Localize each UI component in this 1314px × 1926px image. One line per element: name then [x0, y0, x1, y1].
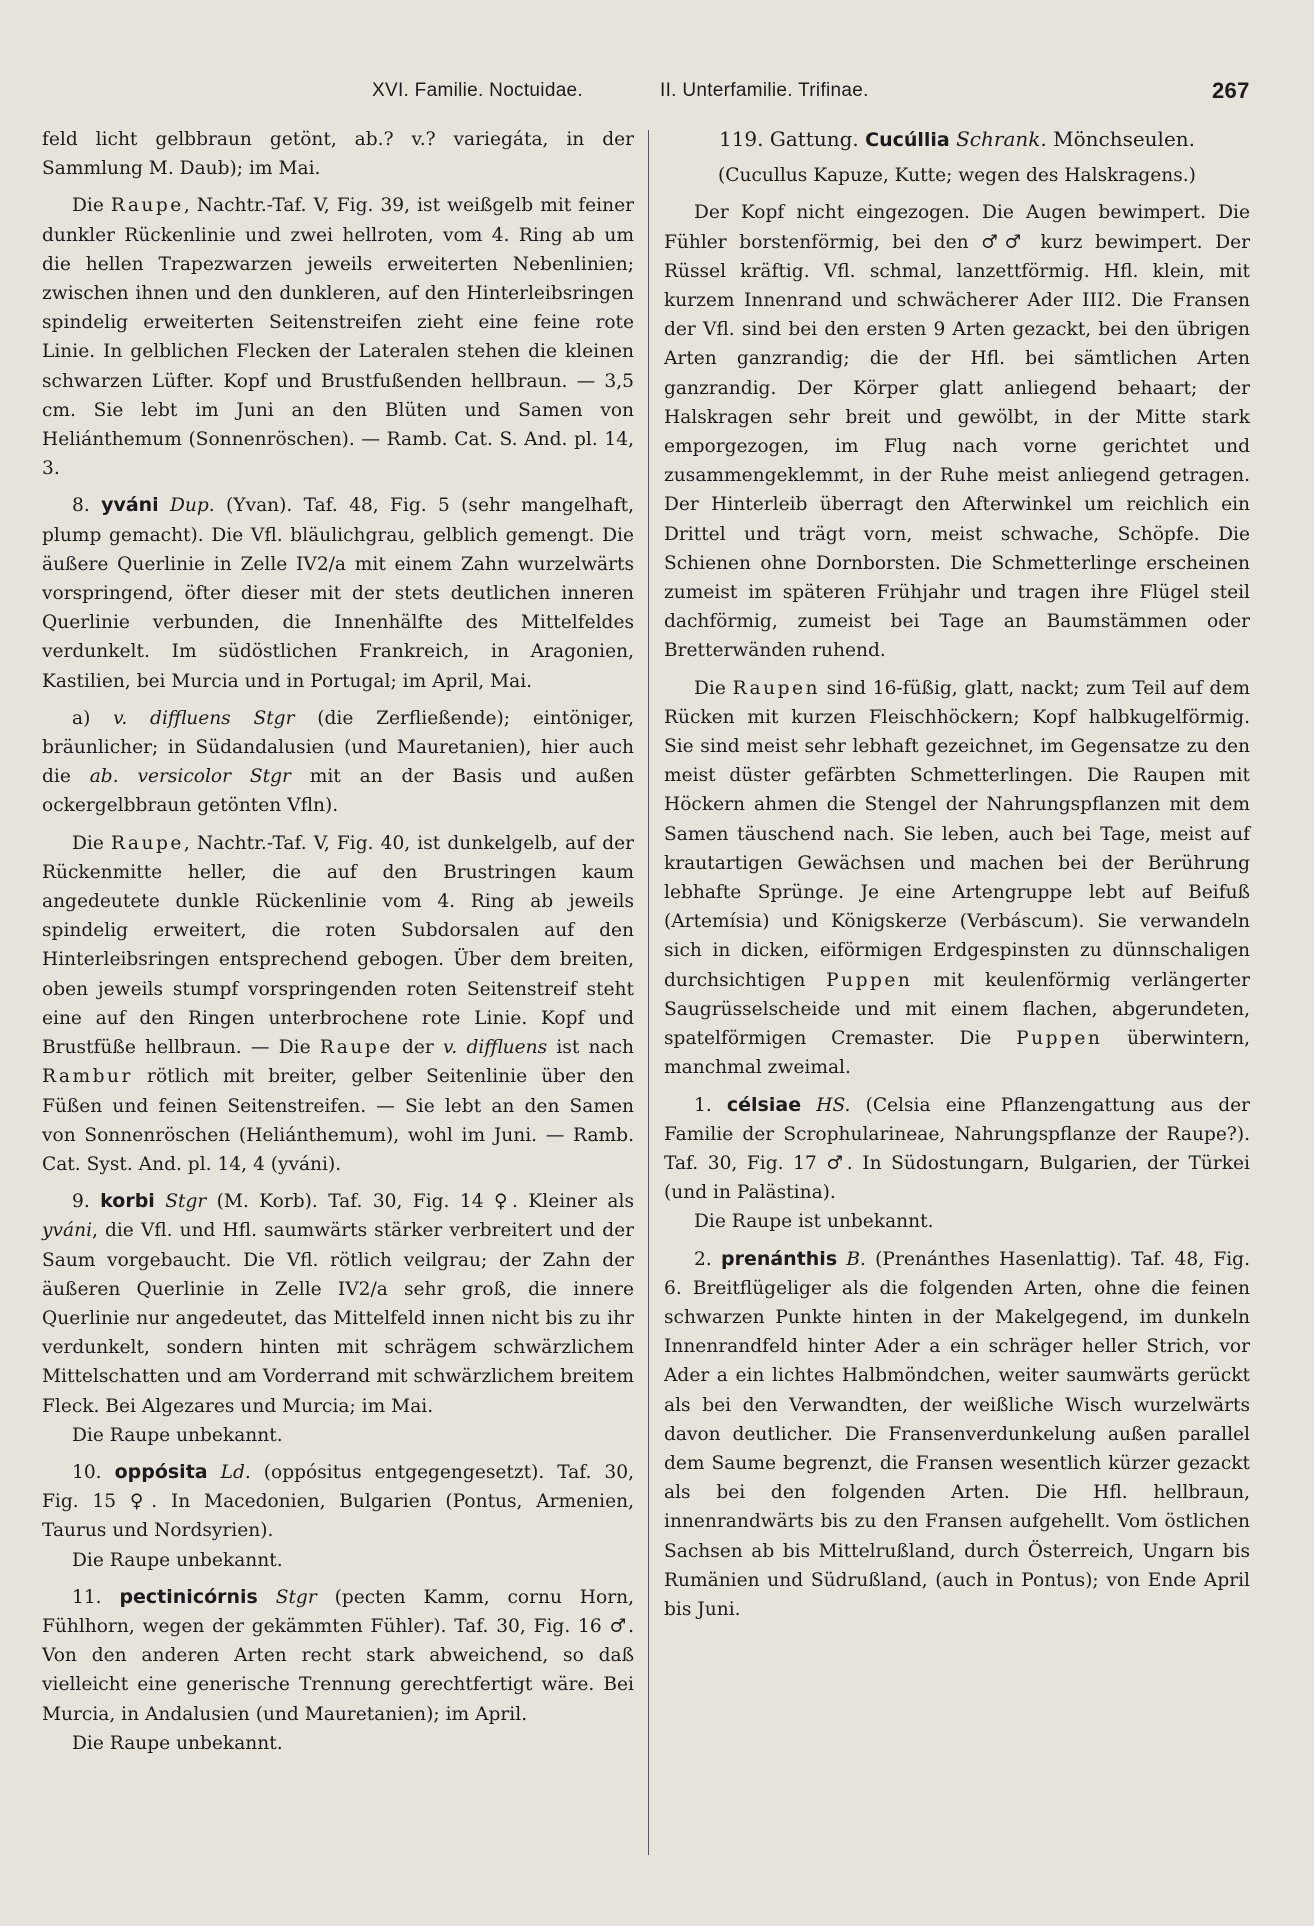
- puppen-term: Puppen: [826, 969, 913, 991]
- raupe-term: Raupe: [319, 1037, 393, 1059]
- raupe-term: Raupe: [110, 832, 184, 854]
- text: , die Vfl. und Hfl. saumwärts stärker verbreitert und der Saum vorgebaucht. Die Vfl. rötlich veilgrau; der Zahn der äußeren Querlinie in Zelle IV2/a sehr groß, die innere Querlinie nur angedeutet, das Mittelfeld innen nicht bis zu ihr verdunkelt, sondern hinten mit schrägem schwärzlichem Mittelschatten und am Vorderrand mit schwärzlichem breitem Fleck. Bei Algezares und Murcia; im Mai.: [42, 1220, 634, 1417]
- species-entry-yvani: [42, 491, 634, 695]
- species-entry-opposita: [42, 1458, 634, 1575]
- text: überwintern, manchmal zweimal.: [664, 1028, 1250, 1079]
- header-family: XVI. Familie. Noctuidae.: [372, 80, 584, 101]
- text: Die: [72, 832, 111, 854]
- genus-author: Schrank.: [949, 127, 1047, 151]
- paragraph-raupe-description: [42, 191, 634, 483]
- species-name: korbi: [100, 1190, 155, 1213]
- species-entry-prenanthis: [664, 1245, 1250, 1625]
- puppen-term: Puppen: [1016, 1028, 1103, 1050]
- text: sind 16-füßig, glatt, nackt; zum Teil auf dem Rücken mit kurzen Fleischhöckern; Kopf halbkugelförmig. Sie sind meist sehr lebhaft gezeichnet, im Gegensatze zu den meist düster gefärbten Schmetterlingen. Die Raupen mit Höckern ahmen die Stengel der Nahrungspflanzen mit dem Samen täuschend nach. Sie leben, auch bei Tage, meist auf krautartigen Gewächsen und machen bei der Berührung lebhafte Sprünge. Je eine Artengruppe lebt auf Beifuß (Artemísia) und Königskerze (Verbáscum). Sie verwandeln sich in dicken, eiförmigen Erdgespinsten zu dünnschaligen durchsichtigen: [664, 677, 1250, 991]
- species-description: (Yvan). Taf. 48, Fig. 5 (sehr mangelhaft, plump gemacht). Die Vfl. bläulichgrau, gelblich gemengt. Die äußere Querlinie in Zelle IV2/a mit einem Zahn wurzelwärts vorspringend, öfter dieser mit der stets deutlichen inneren Querlinie verbunden, die Innenhälfte des Mittelfeldes verdunkelt. Im südöstlichen Frankreich, in Aragonien, Kastilien, bei Murcia und in Portugal; im April, Mai.: [42, 495, 635, 692]
- text: , Nachtr.-Taf. V, Fig. 39, ist weißgelb mit feiner dunkler Rückenlinie und zwei hellroten, vom 4. Ring ab um die hellen Trapezwarzen jeweils erweiterten Nebenlinien; zwischen ihnen und den dunkleren, auf den Hinterleibsringen spindelig erweiterten Seitenstreifen zieht eine feine rote Linie. In gelblichen Flecken der Lateralen stehen die kleinen schwarzen Lüfter. Kopf und Brustfußenden hellbraun. — 3,5 cm. Sie lebt im Juni an den Blüten und Samen von Heliánthemum (Sonnenröschen). — Ramb. Cat. S. And. pl. 14, 3.: [42, 195, 634, 480]
- species-author: B.: [837, 1248, 866, 1270]
- genus-common-name: Mönchseulen.: [1046, 127, 1196, 151]
- text: ist nach: [547, 1037, 635, 1059]
- column-divider: [648, 130, 649, 1855]
- paragraph-raupe-yvani: [42, 829, 634, 1179]
- species-author: Stgr: [257, 1586, 317, 1608]
- text: (oppósitus entgegengesetzt). Taf. 30, Fig. 15 ♀. In Macedonien, Bulgarien (Pontus, Armenien, Taurus und Nordsyrien).: [42, 1461, 634, 1542]
- paragraph-raupen: [664, 674, 1250, 1083]
- running-header: [0, 72, 1314, 112]
- raupe-note: Die Raupe unbekannt.: [72, 1549, 283, 1571]
- text: , Nachtr.-Taf. V, Fig. 40, ist dunkelgelb, auf der Rückenmitte heller, die auf den Brustringen kaum angedeutete dunkle Rückenlinie vom 4. Ring ab jeweils spindelig erweitert, die roten Subdorsalen auf den Hinterleibsringen entsprechend gebogen. Über dem breiten, oben jeweils stumpf vorspringenden roten Seitenstreif steht eine auf den Ringen unterbrochene rote Linie. Kopf und Brustfüße hellbraun. — Die: [42, 832, 634, 1059]
- raupe-note: Die Raupe unbekannt.: [72, 1732, 283, 1754]
- species-entry-pectinicornis: [42, 1583, 634, 1758]
- variety-entry-diffluens: [42, 704, 634, 821]
- species-number: 2.: [694, 1248, 721, 1270]
- header-subfamily: II. Unterfamilie. Trifinae.: [660, 80, 869, 101]
- species-author: Dup.: [158, 495, 215, 517]
- paragraph-continuation: feld licht gelbbraun getönt, ab.? v.? variegáta, in der Sammlung M. Daub); im Mai.: [42, 129, 634, 180]
- aberration-name: ab. versicolor Stgr: [89, 766, 291, 788]
- genus-etymology: (Cucullus Kapuze, Kutte; wegen des Halskragens.): [718, 165, 1196, 187]
- text: der: [392, 1037, 443, 1059]
- variety-name: v. diffluens Stgr: [113, 707, 295, 729]
- left-column: [42, 125, 634, 1766]
- genus-name: Cucúllia: [865, 129, 950, 151]
- author-name: Rambur: [42, 1066, 133, 1088]
- text: Die: [694, 677, 733, 699]
- page-number: 267: [1212, 78, 1250, 103]
- raupe-term: Raupe: [110, 195, 184, 217]
- genus-heading: [664, 125, 1250, 155]
- species-name: oppósita: [114, 1460, 208, 1483]
- raupe-note: Die Raupe ist unbekannt.: [694, 1211, 934, 1233]
- species-author: Ld.: [207, 1461, 251, 1483]
- species-name: pectinicórnis: [119, 1585, 258, 1608]
- text: (Prenánthes Hasenlattig). Taf. 48, Fig. 6. Breitflügeliger als die folgenden Arten, ohne die feinen schwarzen Punkte hinten in der Makelgegend, im dunkeln Innenrandfeld hinter Ader a ein schräger heller Strich, vor Ader a ein lichtes Halbmöndchen, weiter saumwärts gerückt als bei den Verwandten, der weißliche Wisch wurzelwärts davon deutlicher. Die Fransenverdunkelung außen parallel dem Saume begrenzt, die Fransen wesentlich kürzer gezackt als bei den folgenden Arten. Die Hfl. hellbraun, innenrandwärts bis zu den Fransen aufgehellt. Vom östlichen Sachsen ab bis Mittelrußland, durch Österreich, Ungarn bis Rumänien und Südrußland, (auch in Pontus); von Ende April bis Juni.: [664, 1248, 1250, 1620]
- raupen-term: Raupen: [732, 677, 820, 699]
- text: mit keulenförmig verlängerter Saugrüsselscheide und mit einem flachen, abgerundeten, spatelförmigen Cremaster. Die: [664, 969, 1250, 1050]
- species-entry-celsiae: [664, 1091, 1250, 1237]
- species-entry-korbi: [42, 1187, 634, 1450]
- right-column: [664, 125, 1250, 1632]
- species-name: prenánthis: [720, 1247, 838, 1270]
- variety-name: v. diffluens: [443, 1037, 548, 1059]
- species-author: Stgr: [154, 1191, 207, 1213]
- species-name: célsiae: [726, 1093, 802, 1116]
- text: rötlich mit breiter, gelber Seitenlinie über den Füßen und feinen Seitenstreifen. — Sie lebt an den Samen von Sonnenröschen (Heliánthemum), wohl im Juni. — Ramb. Cat. Syst. And. pl. 14, 4 (yváni).: [42, 1066, 634, 1175]
- raupe-note: Die Raupe unbekannt.: [72, 1424, 283, 1446]
- species-number: 8.: [72, 495, 102, 517]
- text: (pecten Kamm, cornu Horn, Fühlhorn, wegen der gekämmten Fühler). Taf. 30, Fig. 16 ♂. Von den anderen Arten recht stark abweichend, so daß vielleicht eine generische Trennung gerechtfertigt wäre. Bei Murcia, in Andalusien (und Mauretanien); im April.: [42, 1586, 634, 1725]
- text: (die Zerfließende); eintöniger, bräunlicher; in Südandalusien (und Mauretanien), hier auch die: [42, 707, 634, 788]
- species-name: yváni: [101, 494, 159, 517]
- species-number: 9.: [72, 1191, 101, 1213]
- text: mit an der Basis und außen ockergelbbraun getönten Vfln).: [42, 766, 634, 817]
- text: Die: [72, 195, 111, 217]
- species-author: HS.: [801, 1094, 851, 1116]
- genus-number: 119. Gattung.: [718, 127, 866, 151]
- species-number: 11.: [72, 1586, 120, 1608]
- text: (Celsia eine Pflanzengattung aus der Familie der Scrophularineae, Nahrungspflanze der Raupe?). Taf. 30, Fig. 17 ♂. In Südostungarn, Bulgarien, der Türkei (und in Palästina).: [664, 1094, 1250, 1204]
- species-ref: yváni: [42, 1220, 93, 1242]
- species-number: 10.: [72, 1461, 115, 1483]
- species-number: 1.: [694, 1094, 727, 1116]
- variety-label: a): [72, 707, 114, 729]
- genus-description: Der Kopf nicht eingezogen. Die Augen bewimpert. Die Fühler borstenförmig, bei den ♂♂ kurz bewimpert. Der Rüssel kräftig. Vfl. schmal, lanzettförmig. Hfl. klein, mit kurzem Innenrand und schwächerer Ader III2. Die Fransen der Vfl. sind bei den ersten 9 Arten gezackt, bei den übrigen Arten ganzrandig; die der Hfl. bei sämtlichen Arten ganzrandig. Der Körper glatt anliegend behaart; der Halskragen sehr breit und gewölbt, in der Mitte stark emporgezogen, im Flug nach vorne gerichtet und zusammengeklemmt, in der Ruhe meist anliegend getragen. Der Hinterleib überragt den Afterwinkel um reichlich ein Drittel und trägt vorn, meist schwache, Schöpfe. Die Schienen ohne Dornborsten. Die Schmetterlinge erscheinen zumeist im späteren Frühjahr und tragen ihre Flügel steil dachförmig, zumeist bei Tage an Baumstämmen oder Bretterwänden ruhend.: [664, 202, 1250, 662]
- text: (M. Korb). Taf. 30, Fig. 14 ♀. Kleiner als: [206, 1191, 634, 1213]
